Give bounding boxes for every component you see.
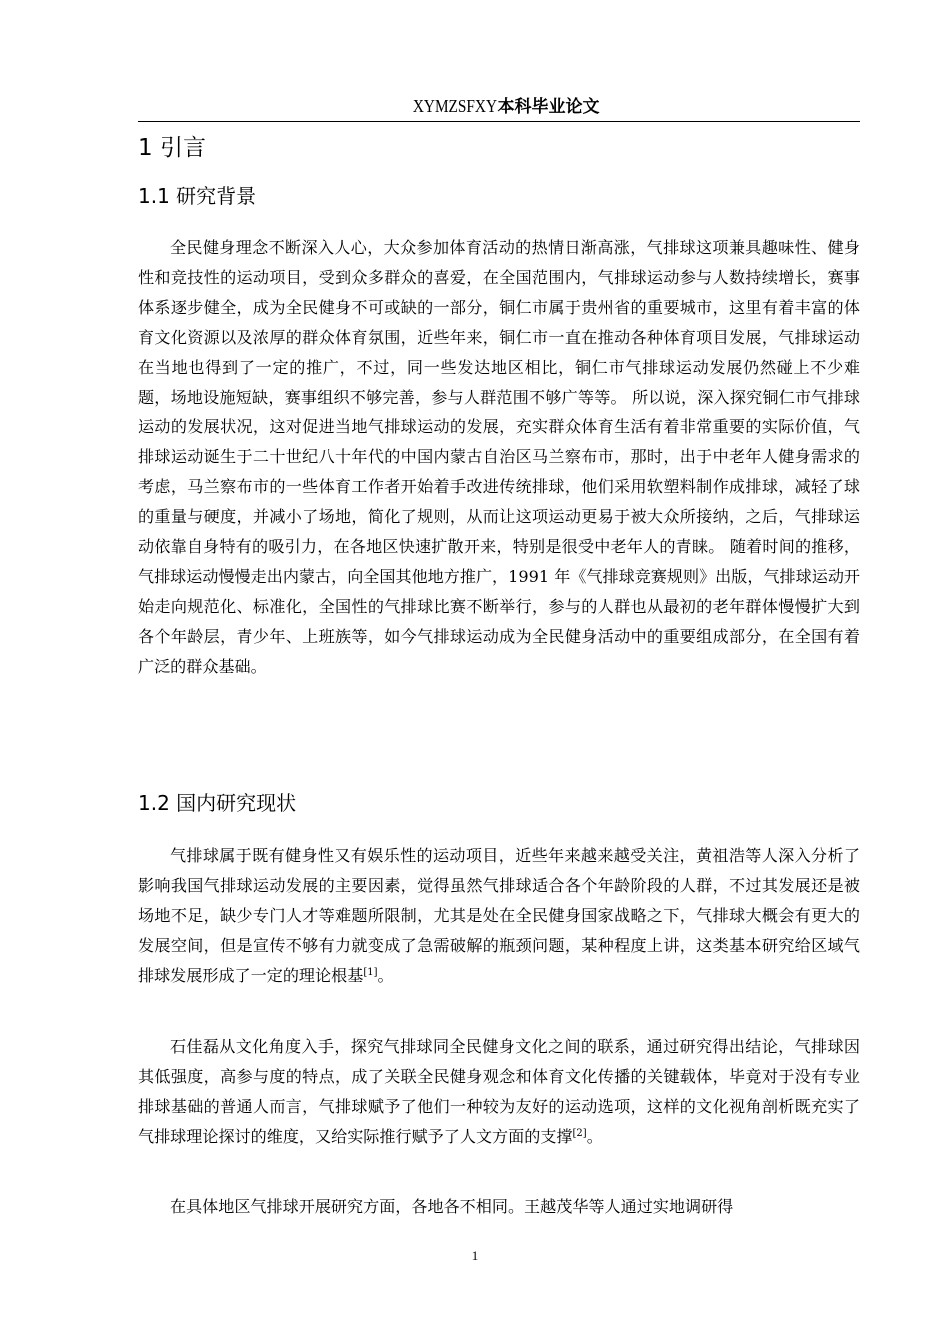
section-title-domestic-research: 1.2 国内研究现状 bbox=[138, 791, 297, 815]
paragraph-tail: 。 bbox=[377, 965, 394, 985]
section-title-background: 1.1 研究背景 bbox=[138, 184, 257, 208]
paragraph-domestic-3 bbox=[138, 1192, 860, 1222]
header-brand: XYMZSFXY bbox=[413, 96, 498, 116]
paragraph-text: 在具体地区气排球开展研究方面，各地各不相同。王越茂华等人通过实地调研得 bbox=[170, 1197, 734, 1216]
paragraph-background bbox=[138, 233, 860, 682]
page-number: 1 bbox=[471, 1248, 479, 1263]
citation-ref[interactable]: [2] bbox=[572, 1127, 587, 1139]
header-subtitle: 本科毕业论文 bbox=[497, 97, 600, 117]
paragraph-domestic-1 bbox=[138, 841, 860, 991]
paragraph-text: 气排球属于既有健身性又有娱乐性的运动项目，近些年来越来越受关注，黄祖浩等人深入分析了影响我国气排球运动发展的主要因素，觉得虽然气排球适合各个年龄阶段的人群，不过其发展还是被场地不足，缺少专门人才等难题所限制，尤其是处在全民健身国家战略之下，气排球大概会有更大的发展空间，但是宣传不够有力就变成了急需破解的瓶颈问题，某种程度上讲，这类基本研究给区域气排球发展形成了一定的理论根基 bbox=[138, 846, 860, 985]
paragraph-tail: 。 bbox=[586, 1126, 603, 1146]
citation-ref[interactable]: [1] bbox=[363, 966, 378, 978]
running-header bbox=[138, 92, 860, 120]
paragraph-domestic-2 bbox=[138, 1032, 860, 1152]
header-rule bbox=[138, 121, 860, 122]
paragraph-text: 全民健身理念不断深入人心，大众参加体育活动的热情日渐高涨，气排球这项兼具趣味性、健身性和竞技性的运动项目，受到众多群众的喜爱，在全国范围内，气排球运动参与人数持续增长，赛事体系逐步健全，成为全民健身不可或缺的一部分，铜仁市属于贵州省的重要城市，这里有着丰富的体育文化资源以及浓厚的群众体育氛围，近些年来，铜仁市一直在推动各种体育项目发展，气排球运动在当地也得到了一定的推广，不过，同一些发达地区相比，铜仁市气排球运动发展仍然碰上不少难题，场地设施短缺，赛事组织不够完善，参与人群范围不够广等等。 所以说，深入探究铜仁市气排球运动的发展状况，这对促进当地气排球运动的发展，充实群众体育生活有着非常重要的实际价值，气排球运动诞生于二十世纪八十年代的中国内蒙古自治区马兰察布市，那时，出于中老年人健身需求的考虑，马兰察布市的一些体育工作者开始着手改进传统排球，他们采用软塑料制作成排球，减轻了球的重量与硬度，并减小了场地，简化了规则，从而让这项运动更易于被大众所接纳，之后，气排球运动依靠自身特有的吸引力，在各地区快速扩散开来，特别是很受中老年人的青睐。 随着时间的推移，气排球运动慢慢走出内蒙古，向全国其他地方推广，1991 年《气排球竞赛规则》出版，气排球运动开始走向规范化、标准化，全国性的气排球比赛不断举行，参与的人群也从最初的老年群体慢慢扩大到各个年龄层，青少年、上班族等，如今气排球运动成为全民健身活动中的重要组成部分，在全国有着广泛的群众基础。 bbox=[138, 238, 861, 676]
paragraph-text: 石佳磊从文化角度入手，探究气排球同全民健身文化之间的联系，通过研究得出结论，气排球因其低强度，高参与度的特点，成了关联全民健身观念和体育文化传播的关键载体，毕竟对于没有专业排球基础的普通人而言，气排球赋予了他们一种较为友好的运动选项，这样的文化视角剖析既充实了气排球理论探讨的维度，又给实际推行赋予了人文方面的支撑 bbox=[138, 1037, 860, 1146]
chapter-title: 1 引言 bbox=[138, 135, 206, 161]
